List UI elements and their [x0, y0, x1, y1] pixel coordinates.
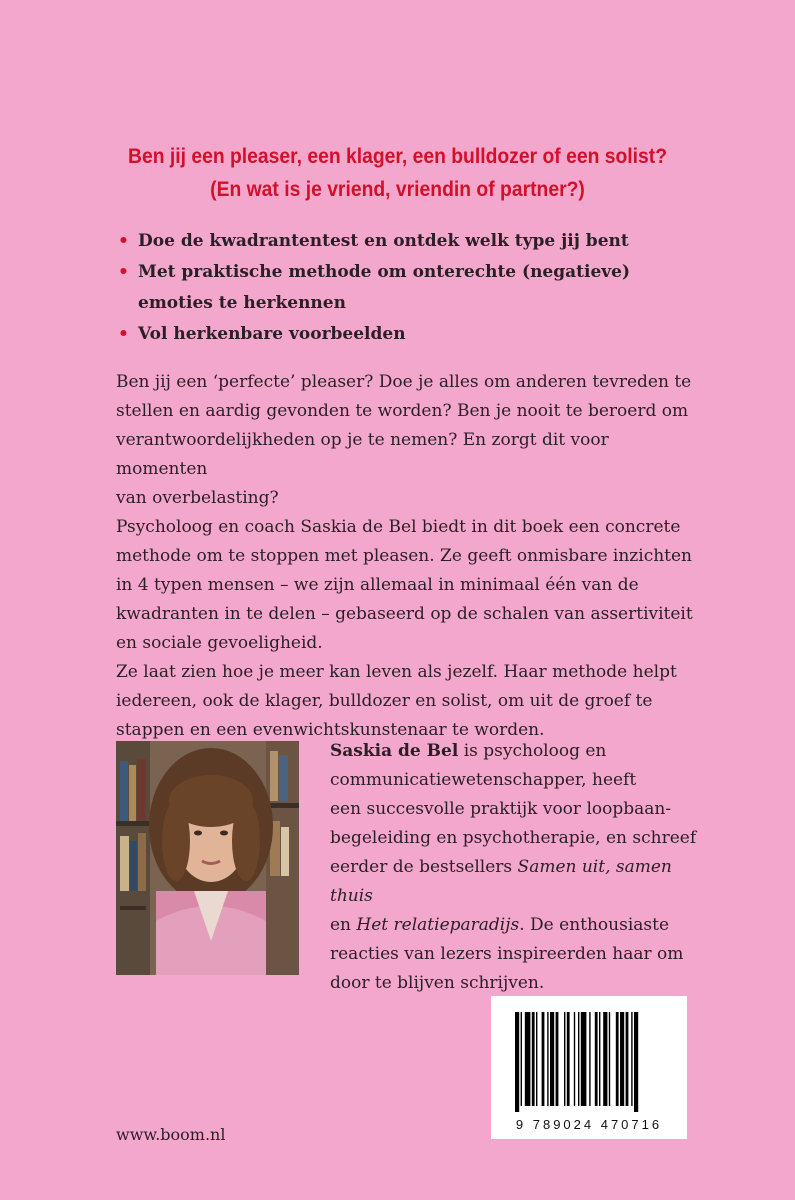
- bullet-item: [116, 319, 716, 350]
- barcode-bar: [574, 1012, 575, 1106]
- barcode-bar: [626, 1012, 629, 1106]
- barcode-bar: [521, 1012, 522, 1106]
- bullet-dot-icon: •: [118, 262, 129, 282]
- barcode: [491, 996, 687, 1139]
- blurb-paragraph-2: Psycholoog en coach Saskia de Bel biedt in dit boek een concrete methode om te stoppen met pleasen. Ze geeft onmisbare inzichten in 4 typen mensen – we zijn allemaal in minimaal één van de kwadranten in te delen – gebaseerd op de schalen van assertiviteit en sociale gevoeligheid.: [116, 517, 693, 653]
- author-photo: [116, 741, 299, 975]
- bullet-text: Doe de kwadrantentest en ontdek welk type jij bent: [138, 231, 629, 251]
- barcode-bar: [567, 1012, 570, 1106]
- isbn-number: 9 789024 470716: [515, 1117, 663, 1132]
- barcode-bar: [599, 1012, 600, 1106]
- author-name: Saskia de Bel: [330, 741, 459, 761]
- blurb-body: [116, 368, 696, 745]
- blurb-paragraph-3: Ze laat zien hoe je meer kan leven als jezelf. Haar methode helpt iedereen, ook de klager, bulldozer en solist, om uit de groef te stappen en een evenwichtskunstenaar te worden.: [116, 662, 677, 740]
- barcode-bar: [564, 1012, 565, 1106]
- book-title: Het relatieparadijs: [356, 915, 520, 935]
- barcode-bar: [609, 1012, 610, 1106]
- author-portrait-illustration: [116, 741, 299, 975]
- barcode-bar: [556, 1012, 559, 1106]
- bullet-dot-icon: •: [118, 231, 129, 251]
- barcode-bar: [631, 1012, 632, 1106]
- barcode-bar: [542, 1012, 545, 1106]
- barcode-bar: [620, 1012, 624, 1106]
- barcode-bar: [532, 1012, 535, 1106]
- tagline-line-1: Ben jij een pleaser, een klager, een bulldozer of een solist?: [127, 145, 668, 168]
- feature-bullet-list: [116, 226, 716, 350]
- tagline-line-2: (En wat is je vriend, vriendin of partner?): [210, 178, 585, 201]
- barcode-bar: [616, 1012, 619, 1106]
- bullet-text: Vol herkenbare voorbeelden: [138, 324, 406, 344]
- bullet-item: [116, 226, 716, 257]
- bullet-text: Met praktische methode om onterechte (negatieve): [138, 262, 631, 282]
- barcode-bar: [578, 1012, 579, 1106]
- book-title: Samen uit, samen thuis: [330, 857, 672, 906]
- barcode-bar: [603, 1012, 607, 1106]
- barcode-bar: [536, 1012, 537, 1106]
- bullet-item: [116, 257, 716, 319]
- publisher-website: www.boom.nl: [116, 1125, 226, 1144]
- bullet-dot-icon: •: [118, 324, 129, 344]
- blurb-paragraph-1: Ben jij een ‘perfecte’ pleaser? Doe je alles om anderen tevreden te stellen en aardig gevonden te worden? Ben je nooit te beroerd om verantwoordelijkheden op je te nemen? En zorgt dit voor momenten van overbelasting?: [116, 372, 692, 508]
- bullet-text-continued: emoties te herkennen: [138, 293, 346, 313]
- barcode-bar: [595, 1012, 598, 1106]
- barcode-bar: [589, 1012, 590, 1106]
- author-bio: Saskia de Bel is psycholoog en communicatiewetenschapper, heeft een succesvolle praktijk voor loopbaan- begeleiding en psychotherapie, en schreef eerder de bestsellers Samen uit, samen thuis en Het relatieparadijs. De enthousiaste reacties van lezers inspireerden haar om door te blijven schrijven.: [330, 741, 697, 993]
- barcode-bar: [581, 1012, 587, 1106]
- barcode-bar: [550, 1012, 554, 1106]
- barcode-bar: [525, 1012, 531, 1106]
- tagline: [87, 140, 708, 206]
- barcode-bar: [547, 1012, 548, 1106]
- barcode-bar: [515, 1012, 519, 1112]
- barcode-bar: [634, 1012, 638, 1112]
- barcode-bars-icon: [515, 1012, 663, 1112]
